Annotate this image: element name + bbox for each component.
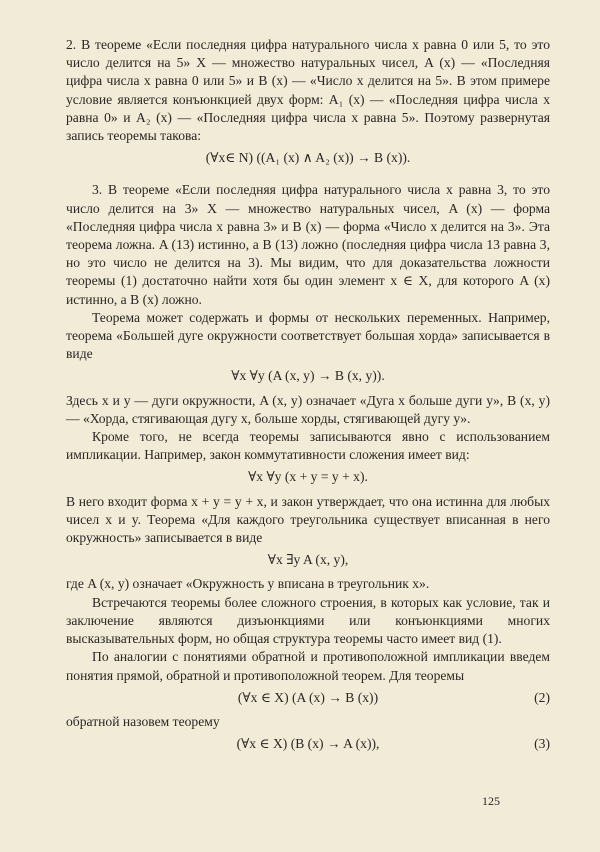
formula-commutativity bbox=[66, 468, 550, 486]
formula-text: ∀x ∀y (x + y = y + x). bbox=[248, 469, 368, 485]
formula-inscribed-circle bbox=[66, 551, 550, 569]
paragraph-example-3: 3. В теореме «Если последняя цифра натурального числа x равна 3, то это число делится на 3» X — множество натуральных чисел, A (x) — форма «Последняя цифра числа x равна 3» и B (x) — форма «Число x делится на 3». Эта теорема ложна. A (13) истинно, а B (13) ложно (последняя цифра числа 13 равна 3, но это число не делится на 3). Мы видим, что для доказательства ложности теоремы (1) достаточно найти хотя бы один элемент x ∈ X, для которого A (x) истинно, а B (x) ложно. bbox=[66, 182, 550, 307]
paragraph-complex-theorems: Встречаются теоремы более сложного строения, в которых как условие, так и заключение являются дизъюнкциями или конъюнкциями многих высказывательных форм, но общая структура теоремы часто имеет вид (1). bbox=[66, 594, 550, 647]
paragraph-analogy: По аналогии с понятиями обратной и противоположной импликации введем понятия прямой, обратной и противоположной теорем. Для теоремы bbox=[66, 649, 550, 683]
formula-converse-theorem bbox=[66, 735, 550, 753]
equation-number: (3) bbox=[534, 736, 550, 752]
paragraph-converse-intro: обратной назовем теорему bbox=[66, 713, 220, 729]
paragraph-several-variables: Теорема может содержать и формы от нескольких переменных. Например, теорема «Большей дуге окружности соответствует большая хорда» записывается в виде bbox=[66, 309, 550, 362]
formula-text: ∀x ∀y (A (x, y) → B (x, y)). bbox=[231, 368, 385, 384]
formula-arcs bbox=[66, 367, 550, 385]
paragraph-commutativity: Кроме того, не всегда теоремы записываются явно с использованием импликации. Например, закон коммутативности сложения имеет вид: bbox=[66, 429, 550, 463]
paragraph-arcs-explained: Здесь x и y — дуги окружности, A (x, y) означает «Дуга x больше дуги y», B (x, y) — «Хорда, стягивающая дугу x, больше хорды, стягивающей дугу y». bbox=[66, 392, 550, 426]
formula-text: ∀x ∃y A (x, y), bbox=[267, 552, 349, 568]
formula-conjunction bbox=[66, 149, 550, 167]
formula-text: (∀x ∈ X) (A (x) → B (x)) bbox=[237, 689, 379, 705]
formula-text: (∀x∈ N) ((A₁ (x) ∧ A₂ (x)) → B (x)). bbox=[205, 150, 411, 166]
paragraph-example-2: 2. В теореме «Если последняя цифра натурального числа x равна 0 или 5, то это число делится на 5» X — множество натуральных чисел, A (x) — «Последняя цифра числа x равна 0 или 5» и B (x) — «Число x делится на 5». В этом примере условие является конъюнкцией двух форм: A₁ (x) — «Последняя цифра числа x равна 0» и A₂ (x) — «Последняя цифра числа x равна 5». Поэтому развернутая запись теоремы такова: bbox=[66, 37, 550, 144]
paragraph-form-included: В него входит форма x + y = y + x, и закон утверждает, что она истинна для любых чисел x и y. Теорема «Для каждого треугольника существует вписанная в него окружность» записывается в виде bbox=[66, 493, 550, 546]
paragraph-inscribed-explained: где A (x, y) означает «Окружность y вписана в треугольник x». bbox=[66, 576, 430, 592]
formula-text: (∀x ∈ X) (B (x) → A (x)), bbox=[236, 736, 380, 752]
equation-number: (2) bbox=[534, 689, 550, 705]
page-number: 125 bbox=[482, 794, 500, 808]
formula-direct-theorem bbox=[66, 689, 550, 707]
